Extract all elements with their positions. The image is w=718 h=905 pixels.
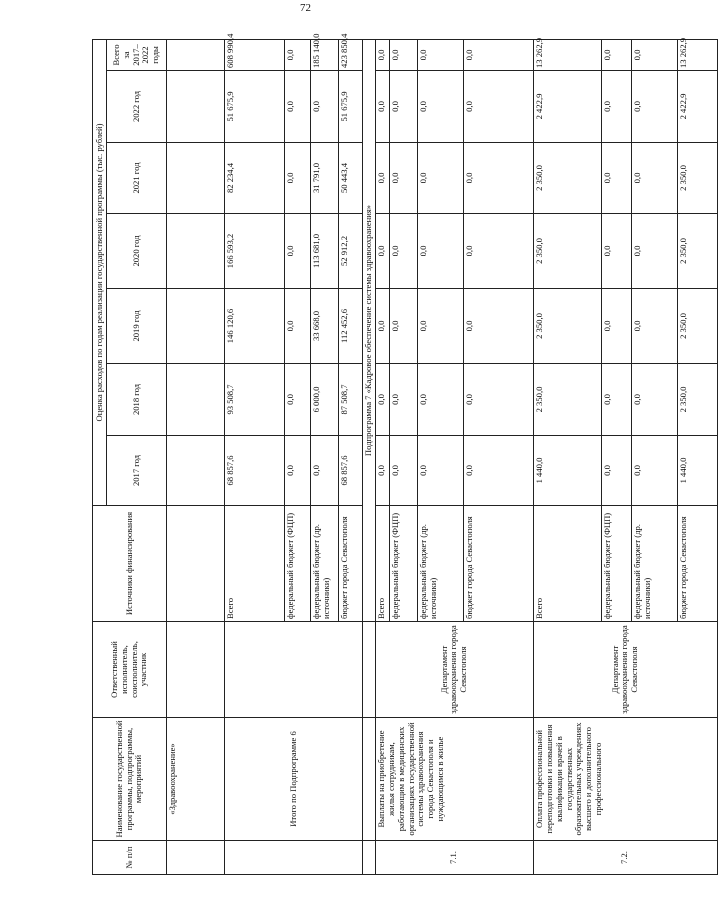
year-value: 0,0 xyxy=(375,436,389,506)
year-value: 2 350,0 xyxy=(677,214,717,289)
funding-source: федеральный бюджет (ФЦП) xyxy=(285,506,311,622)
total-value: 13 262,9 xyxy=(677,39,717,70)
header-source: Источники финансирования xyxy=(93,506,167,622)
year-value: 0,0 xyxy=(285,71,311,143)
header-total: Всего за 2017–2022 годы xyxy=(107,39,167,70)
row-name: Оплата профессиональной переподготовки и повышения квалификации врачей в государственных образовательных учреждениях высшего и дополнительного профессионального xyxy=(533,718,717,841)
year-value: 0,0 xyxy=(375,289,389,364)
year-value: 0,0 xyxy=(375,364,389,436)
header-num: № п/п xyxy=(93,841,167,875)
rotated-page xyxy=(92,33,688,875)
year-value: 0,0 xyxy=(417,436,463,506)
table-row xyxy=(375,39,389,874)
year-value: 0,0 xyxy=(601,214,631,289)
total-value: 0,0 xyxy=(389,39,417,70)
year-value: 166 593,2 xyxy=(225,214,285,289)
year-value: 0,0 xyxy=(285,364,311,436)
funding-source: федеральный бюджет (ФЦП) xyxy=(601,506,631,622)
year-value: 51 675,9 xyxy=(339,71,363,143)
year-value: 0,0 xyxy=(463,71,533,143)
year-value: 0,0 xyxy=(417,71,463,143)
subprogram-title-row xyxy=(363,39,376,874)
year-value: 0,0 xyxy=(285,289,311,364)
total-value: 0,0 xyxy=(601,39,631,70)
total-value: 185 140,0 xyxy=(311,39,339,70)
total-value: 0,0 xyxy=(631,39,677,70)
total-value: 608 990,4 xyxy=(225,39,285,70)
year-value: 0,0 xyxy=(417,214,463,289)
header-name: Наименование государственной программы, подпрограммы, мероприятий xyxy=(93,718,167,841)
year-value: 2 350,0 xyxy=(533,143,601,214)
total-value: 0,0 xyxy=(375,39,389,70)
year-value: 0,0 xyxy=(285,214,311,289)
year-value: 31 791,0 xyxy=(311,143,339,214)
year-value: 0,0 xyxy=(631,214,677,289)
year-value: 0,0 xyxy=(463,214,533,289)
year-value: 6 000,0 xyxy=(311,364,339,436)
table-row xyxy=(225,39,285,874)
year-value: 1 440,0 xyxy=(533,436,601,506)
year-value: 0,0 xyxy=(285,143,311,214)
year-value: 2 350,0 xyxy=(677,143,717,214)
year-value: 68 857,6 xyxy=(339,436,363,506)
page-number: 72 xyxy=(300,2,311,14)
total-value: 0,0 xyxy=(285,39,311,70)
header-year: 2020 год xyxy=(107,214,167,289)
year-value: 87 508,7 xyxy=(339,364,363,436)
header-year: 2017 год xyxy=(107,436,167,506)
year-value: 2 422,9 xyxy=(533,71,601,143)
year-value: 0,0 xyxy=(601,436,631,506)
funding-source: федеральный бюджет (ФЦП) xyxy=(389,506,417,622)
year-value: 0,0 xyxy=(631,436,677,506)
header-year: 2022 год xyxy=(107,71,167,143)
year-value: 0,0 xyxy=(285,436,311,506)
row-executor: Департамент здравоохранения города Севастополя xyxy=(375,622,533,718)
year-value: 0,0 xyxy=(601,289,631,364)
year-value: 0,0 xyxy=(389,436,417,506)
year-value: 0,0 xyxy=(417,143,463,214)
year-value: 50 443,4 xyxy=(339,143,363,214)
year-value: 0,0 xyxy=(631,289,677,364)
year-value: 52 912,2 xyxy=(339,214,363,289)
year-value: 0,0 xyxy=(417,364,463,436)
header-year: 2019 год xyxy=(107,289,167,364)
row-number xyxy=(225,841,363,875)
program-name-continuation: «Здравоохранение» xyxy=(167,718,225,841)
header-row-1 xyxy=(93,39,107,874)
header-year: 2018 год xyxy=(107,364,167,436)
row-name: Итого по Подпрограмме 6 xyxy=(225,718,363,841)
year-value: 68 857,6 xyxy=(225,436,285,506)
funding-source: бюджет города Севастополя xyxy=(677,506,717,622)
year-value: 0,0 xyxy=(631,71,677,143)
year-value: 0,0 xyxy=(389,289,417,364)
year-value: 0,0 xyxy=(311,436,339,506)
year-value: 0,0 xyxy=(601,71,631,143)
year-value: 33 668,0 xyxy=(311,289,339,364)
funding-source: федеральный бюджет (др. источники) xyxy=(417,506,463,622)
year-value: 0,0 xyxy=(631,143,677,214)
header-executor: Ответственный исполнитель, соисполнитель, участник xyxy=(93,622,167,718)
funding-source: Всего xyxy=(375,506,389,622)
subprogram-title: Подпрограмма 7 «Кадровое обеспечение системы здравоохранения» xyxy=(363,39,376,621)
year-value: 0,0 xyxy=(463,364,533,436)
row-name: Выплаты на приобретение жилья сотрудникам, работающим в медицинских организациях государственной системы здравоохранения города Севастополя и нуждающимся в жилье xyxy=(375,718,533,841)
year-value: 0,0 xyxy=(375,214,389,289)
funding-source: бюджет города Севастополя xyxy=(463,506,533,622)
year-value: 2 350,0 xyxy=(533,364,601,436)
year-value: 1 440,0 xyxy=(677,436,717,506)
year-value: 0,0 xyxy=(311,71,339,143)
year-value: 0,0 xyxy=(417,289,463,364)
header-year: 2021 год xyxy=(107,143,167,214)
year-value: 51 675,9 xyxy=(225,71,285,143)
year-value: 0,0 xyxy=(601,364,631,436)
funding-source: федеральный бюджет (др. источники) xyxy=(311,506,339,622)
funding-source: Всего xyxy=(533,506,601,622)
row-number: 7.2. xyxy=(533,841,717,875)
table-row xyxy=(167,39,225,874)
year-value: 0,0 xyxy=(463,289,533,364)
year-value: 146 120,6 xyxy=(225,289,285,364)
year-value: 0,0 xyxy=(601,143,631,214)
total-value: 0,0 xyxy=(417,39,463,70)
year-value: 0,0 xyxy=(375,143,389,214)
funding-source: федеральный бюджет (др. источники) xyxy=(631,506,677,622)
year-value: 0,0 xyxy=(389,364,417,436)
year-value: 82 234,4 xyxy=(225,143,285,214)
total-value: 13 262,9 xyxy=(533,39,601,70)
year-value: 0,0 xyxy=(463,436,533,506)
year-value: 0,0 xyxy=(631,364,677,436)
year-value: 0,0 xyxy=(463,143,533,214)
year-value: 2 350,0 xyxy=(533,214,601,289)
year-value: 0,0 xyxy=(389,143,417,214)
year-value: 113 681,0 xyxy=(311,214,339,289)
year-value: 93 508,7 xyxy=(225,364,285,436)
total-value: 423 850,4 xyxy=(339,39,363,70)
budget-table xyxy=(92,33,718,875)
year-value: 2 350,0 xyxy=(677,289,717,364)
year-value: 112 452,6 xyxy=(339,289,363,364)
year-value: 2 422,9 xyxy=(677,71,717,143)
funding-source: бюджет города Севастополя xyxy=(339,506,363,622)
year-value: 0,0 xyxy=(389,214,417,289)
funding-source: Всего xyxy=(225,506,285,622)
row-number: 7.1. xyxy=(375,841,533,875)
year-value: 0,0 xyxy=(389,71,417,143)
year-value: 2 350,0 xyxy=(677,364,717,436)
row-executor: Департамент здравоохранения города Севастополя xyxy=(533,622,717,718)
year-value: 0,0 xyxy=(375,71,389,143)
row-executor xyxy=(225,622,363,718)
table-row xyxy=(533,39,601,874)
header-estimate: Оценка расходов по годам реализации государственной программы (тыс. рублей) xyxy=(93,39,107,505)
total-value: 0,0 xyxy=(463,39,533,70)
year-value: 2 350,0 xyxy=(533,289,601,364)
